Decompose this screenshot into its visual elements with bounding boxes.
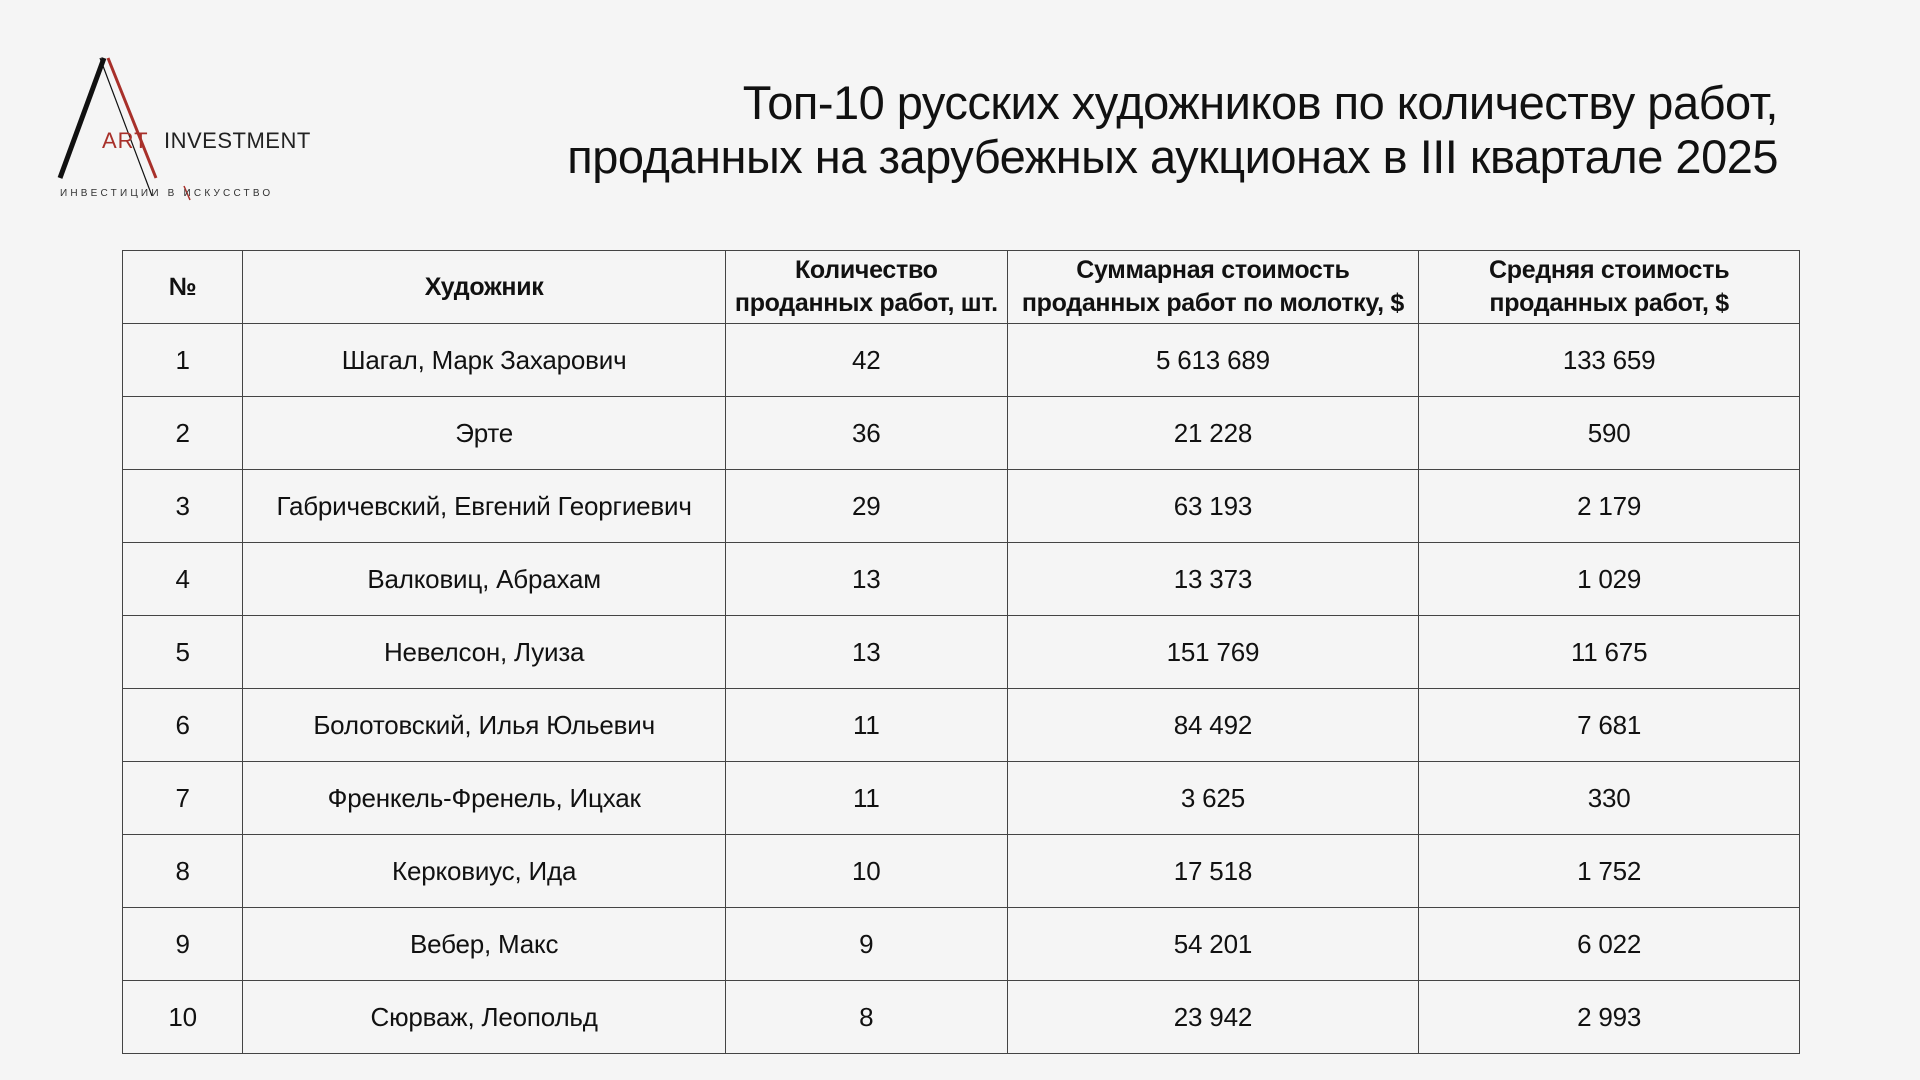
cell-avg: 590 [1419, 397, 1800, 470]
cell-avg: 133 659 [1419, 324, 1800, 397]
header-row [123, 251, 1800, 324]
cell-count: 13 [726, 616, 1008, 689]
cell-no: 9 [123, 908, 243, 981]
cell-avg: 7 681 [1419, 689, 1800, 762]
cell-avg: 330 [1419, 762, 1800, 835]
cell-artist: Шагал, Марк Захарович [243, 324, 726, 397]
table-row [123, 543, 1800, 616]
cell-total: 13 373 [1007, 543, 1419, 616]
logo-brand-right: INVESTMENT [164, 128, 311, 153]
table-row [123, 908, 1800, 981]
table-row [123, 470, 1800, 543]
logo-brand-left: ART [102, 128, 149, 153]
cell-avg: 1 029 [1419, 543, 1800, 616]
cell-count: 9 [726, 908, 1008, 981]
cell-total: 54 201 [1007, 908, 1419, 981]
cell-count: 36 [726, 397, 1008, 470]
artists-table [122, 250, 1800, 1054]
table-row [123, 835, 1800, 908]
table-row [123, 397, 1800, 470]
header-no: № [123, 251, 243, 324]
cell-no: 5 [123, 616, 243, 689]
cell-avg: 2 179 [1419, 470, 1800, 543]
cell-artist: Сюрваж, Леопольд [243, 981, 726, 1054]
cell-artist: Вебер, Макс [243, 908, 726, 981]
cell-count: 11 [726, 689, 1008, 762]
cell-total: 17 518 [1007, 835, 1419, 908]
cell-no: 6 [123, 689, 243, 762]
cell-count: 11 [726, 762, 1008, 835]
cell-total: 151 769 [1007, 616, 1419, 689]
cell-artist: Френкель-Френель, Ицхак [243, 762, 726, 835]
cell-artist: Габричевский, Евгений Георгиевич [243, 470, 726, 543]
logo-tagline: ИНВЕСТИЦИИ В ИСКУССТВО [60, 188, 274, 199]
cell-artist: Валковиц, Абрахам [243, 543, 726, 616]
table-row [123, 324, 1800, 397]
cell-no: 1 [123, 324, 243, 397]
table-header [123, 251, 1800, 324]
cell-artist: Невелсон, Луиза [243, 616, 726, 689]
table-row [123, 616, 1800, 689]
cell-count: 29 [726, 470, 1008, 543]
brand-logo [56, 54, 326, 204]
page-title [567, 76, 1778, 184]
header-count: Количество проданных работ, шт. [726, 251, 1008, 324]
cell-artist: Керковиус, Ида [243, 835, 726, 908]
cell-count: 42 [726, 324, 1008, 397]
cell-no: 10 [123, 981, 243, 1054]
header-avg: Средняя стоимость проданных работ, $ [1419, 251, 1800, 324]
cell-total: 63 193 [1007, 470, 1419, 543]
header-artist: Художник [243, 251, 726, 324]
cell-total: 84 492 [1007, 689, 1419, 762]
cell-artist: Болотовский, Илья Юльевич [243, 689, 726, 762]
cell-no: 7 [123, 762, 243, 835]
cell-total: 21 228 [1007, 397, 1419, 470]
cell-count: 10 [726, 835, 1008, 908]
table-row [123, 762, 1800, 835]
cell-total: 23 942 [1007, 981, 1419, 1054]
cell-avg: 2 993 [1419, 981, 1800, 1054]
table-row [123, 981, 1800, 1054]
cell-no: 3 [123, 470, 243, 543]
table-row [123, 689, 1800, 762]
cell-total: 3 625 [1007, 762, 1419, 835]
cell-avg: 6 022 [1419, 908, 1800, 981]
cell-total: 5 613 689 [1007, 324, 1419, 397]
cell-no: 2 [123, 397, 243, 470]
header-total: Суммарная стоимость проданных работ по молотку, $ [1007, 251, 1419, 324]
cell-avg: 11 675 [1419, 616, 1800, 689]
page-title-line-1: Топ-10 русских художников по количеству работ, [742, 76, 1778, 129]
page-title-line-2: проданных на зарубежных аукционах в III квартале 2025 [567, 130, 1778, 183]
cell-artist: Эрте [243, 397, 726, 470]
cell-no: 4 [123, 543, 243, 616]
table-body [123, 324, 1800, 1054]
cell-count: 8 [726, 981, 1008, 1054]
cell-no: 8 [123, 835, 243, 908]
cell-avg: 1 752 [1419, 835, 1800, 908]
cell-count: 13 [726, 543, 1008, 616]
